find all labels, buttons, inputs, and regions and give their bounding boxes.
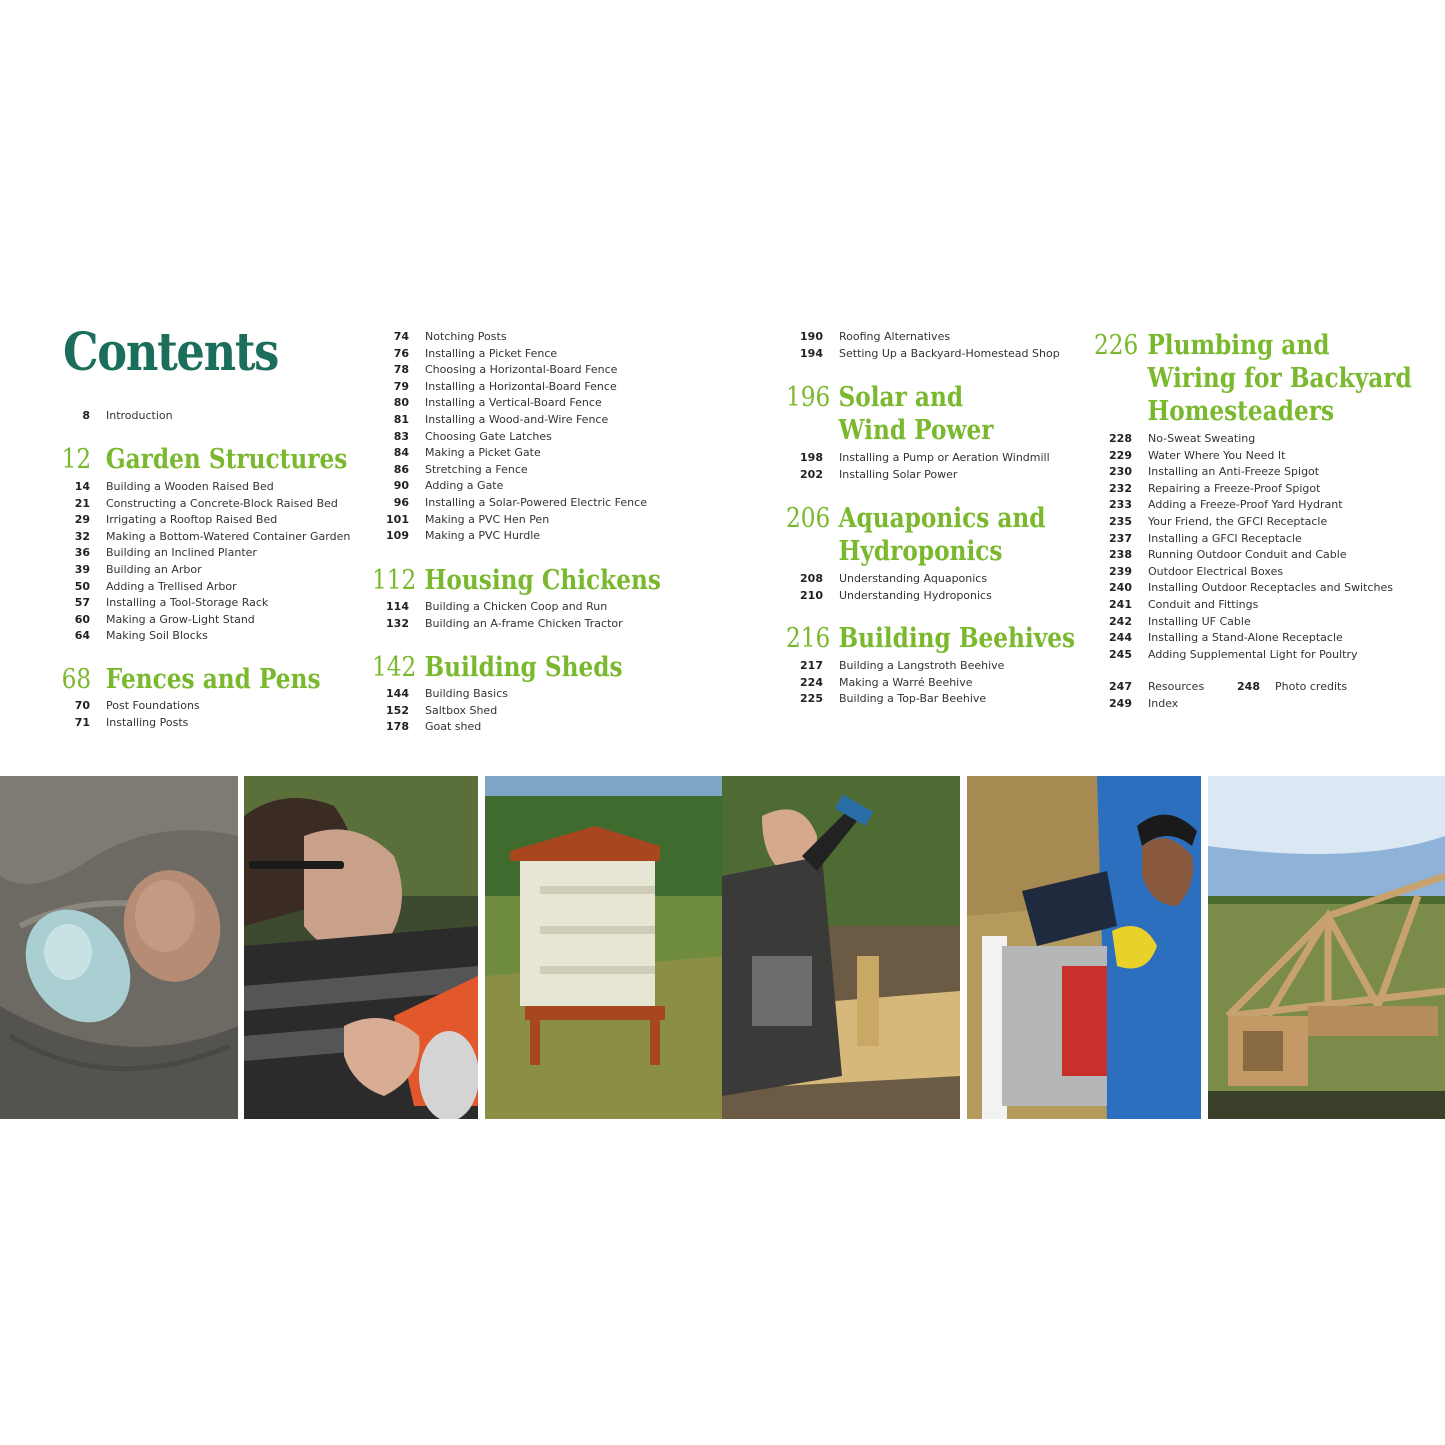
- entry-label: Building an Inclined Planter: [106, 546, 257, 560]
- page-number: 208: [800, 572, 823, 585]
- entry-label: Building an Arbor: [106, 563, 202, 576]
- page-number: 198: [800, 451, 823, 464]
- entry-label: Index: [1148, 697, 1179, 710]
- toc-entry[interactable]: [789, 450, 1079, 466]
- section-title-line-1: Solar and: [838, 382, 964, 413]
- entry-label: Installing a Vertical-Board Fence: [425, 396, 602, 410]
- toc-entry[interactable]: [789, 571, 1079, 587]
- entry-label: Water Where You Need It: [1148, 448, 1286, 462]
- toc-entry[interactable]: [375, 686, 675, 702]
- section-title-line-2: Wind Power: [838, 415, 994, 446]
- entry-label: Building a Wooden Raised Bed: [106, 480, 274, 493]
- toc-entry-introduction[interactable]: [56, 408, 256, 424]
- page-number: 29: [74, 513, 90, 527]
- section-title-line-3: Homesteaders: [1147, 396, 1335, 427]
- entry-label: Choosing Gate Latches: [425, 429, 552, 443]
- section-page-number: 226: [1094, 330, 1139, 361]
- page-number: 178: [386, 720, 409, 734]
- page-number: 244: [1109, 631, 1132, 645]
- toc-entry[interactable]: [1098, 547, 1438, 563]
- page-number: 225: [800, 692, 823, 706]
- entry-label: Stretching a Fence: [425, 462, 528, 476]
- toc-entry[interactable]: [56, 545, 356, 561]
- toc-entry[interactable]: [375, 703, 675, 719]
- toc-entry[interactable]: [56, 628, 356, 644]
- page-number: 114: [386, 600, 409, 613]
- entry-label: Installing a GFCI Receptacle: [1148, 531, 1302, 545]
- section-heading-plumbing-and-wiring[interactable]: [1094, 329, 1412, 429]
- toc-entry[interactable]: [56, 579, 356, 595]
- toc-entry[interactable]: [56, 479, 356, 495]
- entry-label: Adding a Trellised Arbor: [106, 579, 237, 593]
- entry-label: Outdoor Electrical Boxes: [1148, 564, 1284, 578]
- entry-label: Post Foundations: [106, 699, 200, 712]
- entry-label: Making a PVC Hen Pen: [425, 512, 550, 526]
- entry-label: Goat shed: [425, 720, 482, 734]
- toc-entry[interactable]: [1098, 431, 1438, 447]
- page-number: 64: [74, 629, 90, 643]
- entry-label: Installing a Wood-and-Wire Fence: [425, 413, 609, 426]
- section-title-line-2: Hydroponics: [838, 536, 1003, 567]
- toc-entry[interactable]: [1098, 531, 1438, 547]
- entry-label: Building a Chicken Coop and Run: [425, 600, 608, 613]
- section-heading-building-sheds[interactable]: [372, 651, 623, 685]
- entry-label: Building a Top-Bar Beehive: [839, 692, 987, 706]
- page-number: 229: [1109, 448, 1132, 462]
- toc-entry[interactable]: [1098, 497, 1438, 513]
- toc-entry[interactable]: [56, 529, 356, 545]
- page-number: 50: [74, 579, 90, 593]
- page-number: 210: [800, 588, 823, 602]
- entry-label: Making a Bottom-Watered Container Garden: [106, 529, 351, 543]
- entry-label: Building Basics: [425, 687, 508, 700]
- toc-entry[interactable]: [375, 412, 675, 428]
- page-number: 233: [1109, 498, 1132, 512]
- entry-label: Installing Solar Power: [839, 467, 958, 481]
- section-title: Housing Chickens: [424, 565, 662, 596]
- page-number: 90: [393, 479, 409, 493]
- page-number: 81: [393, 413, 409, 426]
- page-number: 152: [386, 703, 409, 717]
- page-number: 241: [1109, 598, 1132, 611]
- photo-person-with-saw: [244, 776, 478, 1119]
- entry-label: Constructing a Concrete-Block Raised Bed: [106, 496, 338, 510]
- toc-entry[interactable]: [375, 528, 675, 544]
- entry-label: Roofing Alternatives: [839, 330, 951, 343]
- page-number: 238: [1109, 548, 1132, 562]
- entry-label: Running Outdoor Conduit and Cable: [1148, 548, 1347, 562]
- toc-entry[interactable]: [375, 478, 675, 494]
- page-number: 101: [386, 512, 409, 526]
- toc-entry[interactable]: [1098, 580, 1438, 596]
- entry-label: Installing Posts: [106, 715, 189, 729]
- page-number: 8: [82, 409, 90, 422]
- page-number: 132: [386, 616, 409, 630]
- entry-label: Building an A-frame Chicken Tractor: [425, 616, 623, 630]
- page-number: 235: [1109, 515, 1132, 528]
- toc-entry[interactable]: [375, 599, 675, 615]
- toc-entry[interactable]: [375, 379, 675, 395]
- toc-entry[interactable]: [1098, 448, 1438, 464]
- toc-entry[interactable]: [789, 658, 1079, 674]
- toc-entry[interactable]: [789, 467, 1079, 483]
- toc-entry[interactable]: [56, 612, 356, 628]
- page-number: 230: [1109, 465, 1132, 479]
- toc-entry[interactable]: [375, 616, 675, 632]
- section-page-number: 112: [372, 565, 417, 596]
- toc-entry[interactable]: [375, 512, 675, 528]
- entry-label: Choosing a Horizontal-Board Fence: [425, 363, 618, 377]
- page-number: 14: [74, 480, 90, 493]
- toc-entry[interactable]: [375, 395, 675, 411]
- toc-entry-photo-credits[interactable]: [1226, 679, 1376, 695]
- entry-label: Your Friend, the GFCI Receptacle: [1148, 515, 1328, 528]
- page-number: 83: [393, 429, 409, 443]
- toc-entry[interactable]: [375, 719, 675, 735]
- entry-label: Installing an Anti-Freeze Spigot: [1148, 465, 1320, 479]
- photo-timber-frame-trusses: [1208, 776, 1445, 1119]
- entry-label: Building a Langstroth Beehive: [839, 659, 1005, 672]
- toc-entry-resources[interactable]: [1098, 679, 1218, 695]
- section-page-number: 196: [786, 382, 831, 413]
- section-page-number: 216: [786, 623, 831, 654]
- page-number: 84: [393, 446, 409, 460]
- toc-entry[interactable]: [1098, 564, 1438, 580]
- toc-entry[interactable]: [56, 715, 356, 731]
- toc-entry[interactable]: [1098, 464, 1438, 480]
- photo-eggs: [0, 776, 238, 1119]
- entry-label: Repairing a Freeze-Proof Spigot: [1148, 481, 1321, 495]
- page-number: 194: [800, 346, 823, 360]
- toc-entry[interactable]: [1098, 630, 1438, 646]
- page-number: 190: [800, 330, 823, 343]
- toc-entry[interactable]: [375, 429, 675, 445]
- section-heading-building-beehives[interactable]: [786, 622, 1076, 656]
- entry-label: Installing Outdoor Receptacles and Switches: [1148, 581, 1393, 595]
- toc-entry[interactable]: [375, 462, 675, 478]
- toc-entry[interactable]: [1098, 514, 1438, 530]
- entry-label: Installing a Picket Fence: [425, 346, 558, 360]
- page-number: 80: [393, 396, 409, 410]
- section-title-line-1: Plumbing and: [1147, 330, 1330, 361]
- entry-label: Adding a Freeze-Proof Yard Hydrant: [1148, 498, 1343, 512]
- photo-building-raised-bed: [722, 776, 960, 1119]
- entry-label: Making a Picket Gate: [425, 446, 541, 460]
- toc-entry[interactable]: [1098, 597, 1438, 613]
- section-page-number: 68: [61, 664, 92, 695]
- entry-label: Making a Warré Beehive: [839, 675, 973, 689]
- toc-entry[interactable]: [789, 691, 1079, 707]
- toc-entry[interactable]: [56, 562, 356, 578]
- entry-label: Irrigating a Rooftop Raised Bed: [106, 513, 278, 527]
- toc-entry[interactable]: [56, 595, 356, 611]
- toc-entry[interactable]: [375, 362, 675, 378]
- toc-entry[interactable]: [789, 675, 1079, 691]
- page-number: 248: [1237, 680, 1260, 693]
- page-number: 144: [386, 687, 409, 700]
- section-title-line-1: Aquaponics and: [838, 503, 1046, 534]
- page-number: 202: [800, 467, 823, 481]
- toc-entry[interactable]: [56, 512, 356, 528]
- toc-entry[interactable]: [375, 329, 675, 345]
- page-number: 96: [393, 496, 409, 509]
- section-title-line-2: Wiring for Backyard: [1147, 363, 1412, 394]
- page-number: 239: [1109, 564, 1132, 578]
- entry-label: Setting Up a Backyard-Homestead Shop: [839, 346, 1060, 360]
- page-number: 76: [393, 346, 409, 360]
- entry-label: Conduit and Fittings: [1148, 598, 1259, 611]
- page-number: 249: [1109, 697, 1132, 710]
- entry-label: Making a PVC Hurdle: [425, 529, 541, 543]
- page-number: 74: [393, 330, 409, 343]
- entry-label: Introduction: [106, 409, 173, 422]
- entry-label: Understanding Hydroponics: [839, 588, 992, 602]
- page-number: 228: [1109, 432, 1132, 445]
- section-page-number: 142: [372, 652, 417, 683]
- entry-label: Making a Grow-Light Stand: [106, 612, 255, 626]
- section-heading-garden-structures[interactable]: [0, 443, 348, 477]
- page-number: 60: [74, 612, 90, 626]
- entry-label: Installing a Solar-Powered Electric Fence: [425, 496, 647, 509]
- page-number: 71: [74, 715, 90, 729]
- photo-solar-fence-charger: [967, 776, 1201, 1119]
- entry-label: Adding Supplemental Light for Poultry: [1148, 647, 1358, 661]
- page-title: Contents: [63, 322, 279, 383]
- section-title: Fences and Pens: [105, 664, 321, 695]
- toc-entry[interactable]: [1098, 647, 1438, 663]
- toc-entry[interactable]: [56, 698, 356, 714]
- entry-label: Saltbox Shed: [425, 703, 498, 717]
- page-number: 109: [386, 529, 409, 543]
- page-number: 242: [1109, 614, 1132, 628]
- page-number: 224: [800, 675, 823, 689]
- entry-label: Adding a Gate: [425, 479, 504, 493]
- section-page-number: 206: [786, 503, 831, 534]
- page-number: 245: [1109, 647, 1132, 661]
- entry-label: Installing a Pump or Aeration Windmill: [839, 451, 1050, 464]
- entry-label: Installing a Stand-Alone Receptacle: [1148, 631, 1343, 645]
- toc-entry[interactable]: [789, 346, 1079, 362]
- page-number: 78: [393, 363, 409, 377]
- entry-label: Resources: [1148, 680, 1205, 693]
- toc-entry[interactable]: [56, 496, 356, 512]
- toc-entry[interactable]: [1098, 614, 1438, 630]
- section-heading-aquaponics-and-hydroponics[interactable]: [786, 502, 1046, 570]
- page-number: 36: [74, 546, 90, 560]
- section-title: Building Sheds: [424, 652, 623, 683]
- toc-entry[interactable]: [1098, 481, 1438, 497]
- page-number: 86: [393, 462, 409, 476]
- entry-label: Making Soil Blocks: [106, 629, 208, 643]
- section-heading-fences-and-pens[interactable]: [0, 663, 321, 697]
- page-number: 237: [1109, 531, 1132, 545]
- page-number: 70: [74, 699, 90, 712]
- page-number: 240: [1109, 581, 1132, 595]
- entry-label: Notching Posts: [425, 330, 507, 343]
- section-title: Garden Structures: [105, 444, 348, 475]
- photo-beehive: [485, 776, 722, 1119]
- entry-label: Installing a Horizontal-Board Fence: [425, 379, 617, 393]
- section-title: Building Beehives: [838, 623, 1076, 654]
- entry-label: Installing UF Cable: [1148, 614, 1251, 628]
- toc-entry[interactable]: [789, 329, 1079, 345]
- entry-label: Photo credits: [1275, 680, 1348, 693]
- page-number: 247: [1109, 680, 1132, 693]
- toc-entry[interactable]: [789, 588, 1079, 604]
- section-heading-housing-chickens[interactable]: [372, 564, 662, 598]
- toc-entry[interactable]: [375, 445, 675, 461]
- toc-entry-index[interactable]: [1098, 696, 1218, 712]
- page-number: 217: [800, 659, 823, 672]
- entry-label: No-Sweat Sweating: [1148, 432, 1256, 445]
- section-heading-solar-and-wind-power[interactable]: [786, 381, 994, 449]
- toc-entry[interactable]: [375, 346, 675, 362]
- section-page-number: 12: [61, 444, 92, 475]
- page-number: 21: [74, 496, 90, 510]
- page-number: 79: [393, 379, 409, 393]
- toc-entry[interactable]: [375, 495, 675, 511]
- entry-label: Installing a Tool-Storage Rack: [106, 596, 269, 610]
- page-number: 32: [74, 529, 90, 543]
- page-number: 57: [74, 596, 90, 610]
- page-number: 232: [1109, 481, 1132, 495]
- page-number: 39: [74, 563, 90, 576]
- entry-label: Understanding Aquaponics: [839, 572, 988, 585]
